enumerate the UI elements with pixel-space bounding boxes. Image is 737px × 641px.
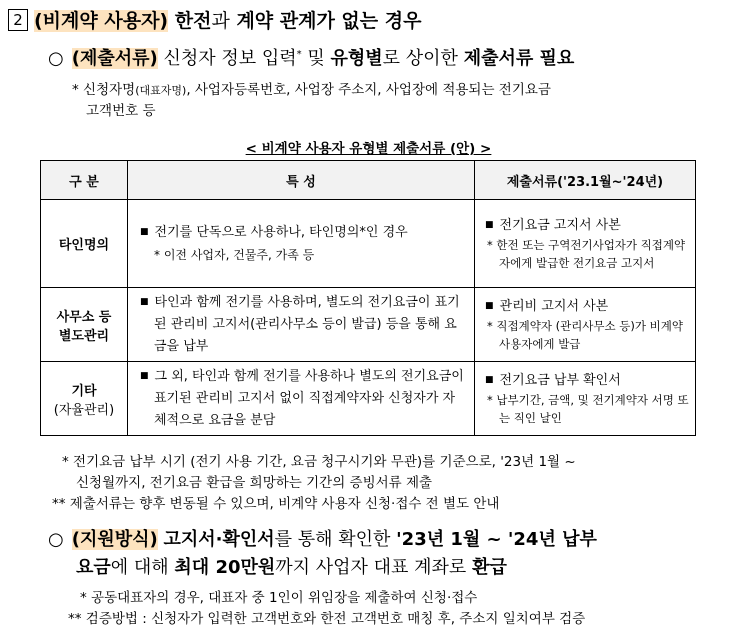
row-category [41,288,128,362]
doc-text: 전기요금 고지서 사본 [499,218,621,233]
bullet2-bold-bills: 고지서·확인서 [163,529,275,550]
category-label: 사무소 등 [56,309,112,325]
square-bullet-icon: ■ [485,220,494,230]
doc-note: * 납부기간, 금액, 및 전기계약자 서명 또는 직인 날인 [487,393,689,425]
table-row [41,362,696,436]
doc-note: * 직접계약자 (관리사무소 등)가 비계약사용자에게 발급 [487,319,683,351]
bullet-support [48,525,597,551]
bullet-label-documents: (제출서류) [71,48,158,69]
footnote-1-line-b: 신청월까지, 전기요금 환급을 희망하는 기간의 증빙서류 제출 [76,475,433,491]
doc-text: 관리비 고지서 사본 [499,299,609,314]
category-label: 기타 [71,383,97,399]
row-documents [475,200,696,288]
row-documents [475,362,696,436]
table-footnote-2: ** 제출서류는 향후 변동될 수 있으며, 비계약 사용자 신청·접수 전 별도 안내 [52,496,500,512]
row-feature [128,288,475,362]
header-feature: 특 성 [128,161,475,200]
bullet-support-line-2 [76,553,507,579]
doc-text: 전기요금 납부 확인서 [499,373,621,388]
bullet1-note [72,80,551,121]
row-feature [128,200,475,288]
bullet1-text-a: 신청자 정보 입력 [163,48,297,69]
section-title [8,6,421,33]
bullet1-text-b: 및 [307,48,325,69]
feature-text: 타인과 함께 전기를 사용하며, 별도의 전기요금이 표기된 관리비 고지서(관리사무소 등이 발급) 등을 통해 요금을 납부 [154,295,460,354]
bullet1-bold-docs: 제출서류 필요 [463,48,575,69]
bullet2-bold-period: '23년 1월 ~ '24년 납부 [396,529,597,550]
row-documents [475,288,696,362]
row-category [41,362,128,436]
table-row [41,288,696,362]
note-star: * [72,82,79,98]
bullet2-note-2: ** 검증방법 : 신청자가 입력한 고객번호와 한전 고객번호 매칭 후, 주소지 일치여부 검증 [68,611,586,627]
row-feature [128,362,475,436]
section-title-text-1: 한전 [174,10,212,32]
bullet2-bold-max: 최대 20만원 [174,557,276,578]
row-category [41,200,128,288]
table-row [41,200,696,288]
header-category: 구 분 [41,161,128,200]
section-number: 2 [8,9,28,31]
bullet1-sup: * [296,49,302,60]
note-text-c: 고객번호 등 [86,103,156,119]
feature-text: 전기를 단독으로 사용하나, 타인명의*인 경우 [154,225,408,240]
table-footnote-1 [62,452,576,494]
table-title: < 비계약 사용자 유형별 제출서류 (안) > [245,141,492,157]
bullet1-text-c: 로 상이한 [382,48,458,69]
documents-table [40,160,696,436]
feature-text: 그 외, 타인과 함께 전기를 사용하나 별도의 전기요금이 표기된 관리비 고지서 없이 직접계약자와 신청자가 자체적으로 요금을 분담 [154,369,464,428]
category-sub: (자율관리) [53,402,115,418]
note-text-b: , 사업자등록번호, 사업장 주소지, 사업장에 적용되는 전기요금 [186,82,551,98]
category-sub: 별도관리 [58,328,110,344]
bullet1-bold-type: 유형별 [330,48,383,69]
square-bullet-icon: ■ [140,371,149,381]
bullet-label-support: (지원방식) [71,529,158,550]
category-label: 타인명의 [58,238,110,253]
square-bullet-icon: ■ [485,375,494,385]
doc-note: * 한전 또는 구역전기사업자가 직접계약자에게 발급한 전기요금 고지서 [487,238,686,270]
square-bullet-icon: ■ [140,297,149,307]
bullet2-text-c: 까지 사업자 대표 계좌로 [275,557,467,578]
bullet2-bold-refund: 환급 [472,557,507,578]
section-title-highlight: (비계약 사용자) [34,10,169,32]
square-bullet-icon: ■ [485,301,494,311]
bullet-circle: ○ [48,48,64,69]
bullet2-text-b: 에 대해 [110,557,169,578]
section-title-text-2: 계약 관계가 없는 경우 [236,10,422,32]
bullet-circle: ○ [48,529,64,550]
table-header-row [41,161,696,200]
note-small: (대표자명) [135,84,187,97]
square-bullet-icon: ■ [140,227,149,237]
footnote-1-line-a: * 전기요금 납부 시기 (전기 사용 기간, 요금 청구시기와 무관)를 기준으로, '23년 1월 ~ [62,454,576,470]
section-title-particle: 과 [211,10,230,32]
bullet2-note-1: * 공동대표자의 경우, 대표자 중 1인이 위임장을 제출하여 신청·접수 [80,590,478,606]
header-documents: 제출서류('23.1월~'24년) [475,161,696,200]
bullet2-bold-fee: 요금 [76,557,111,578]
feature-note: * 이전 사업자, 건물주, 가족 등 [154,248,315,262]
bullet2-text-a: 를 통해 확인한 [274,529,391,550]
note-text-a: 신청자명 [83,82,136,98]
bullet-documents [48,44,574,70]
